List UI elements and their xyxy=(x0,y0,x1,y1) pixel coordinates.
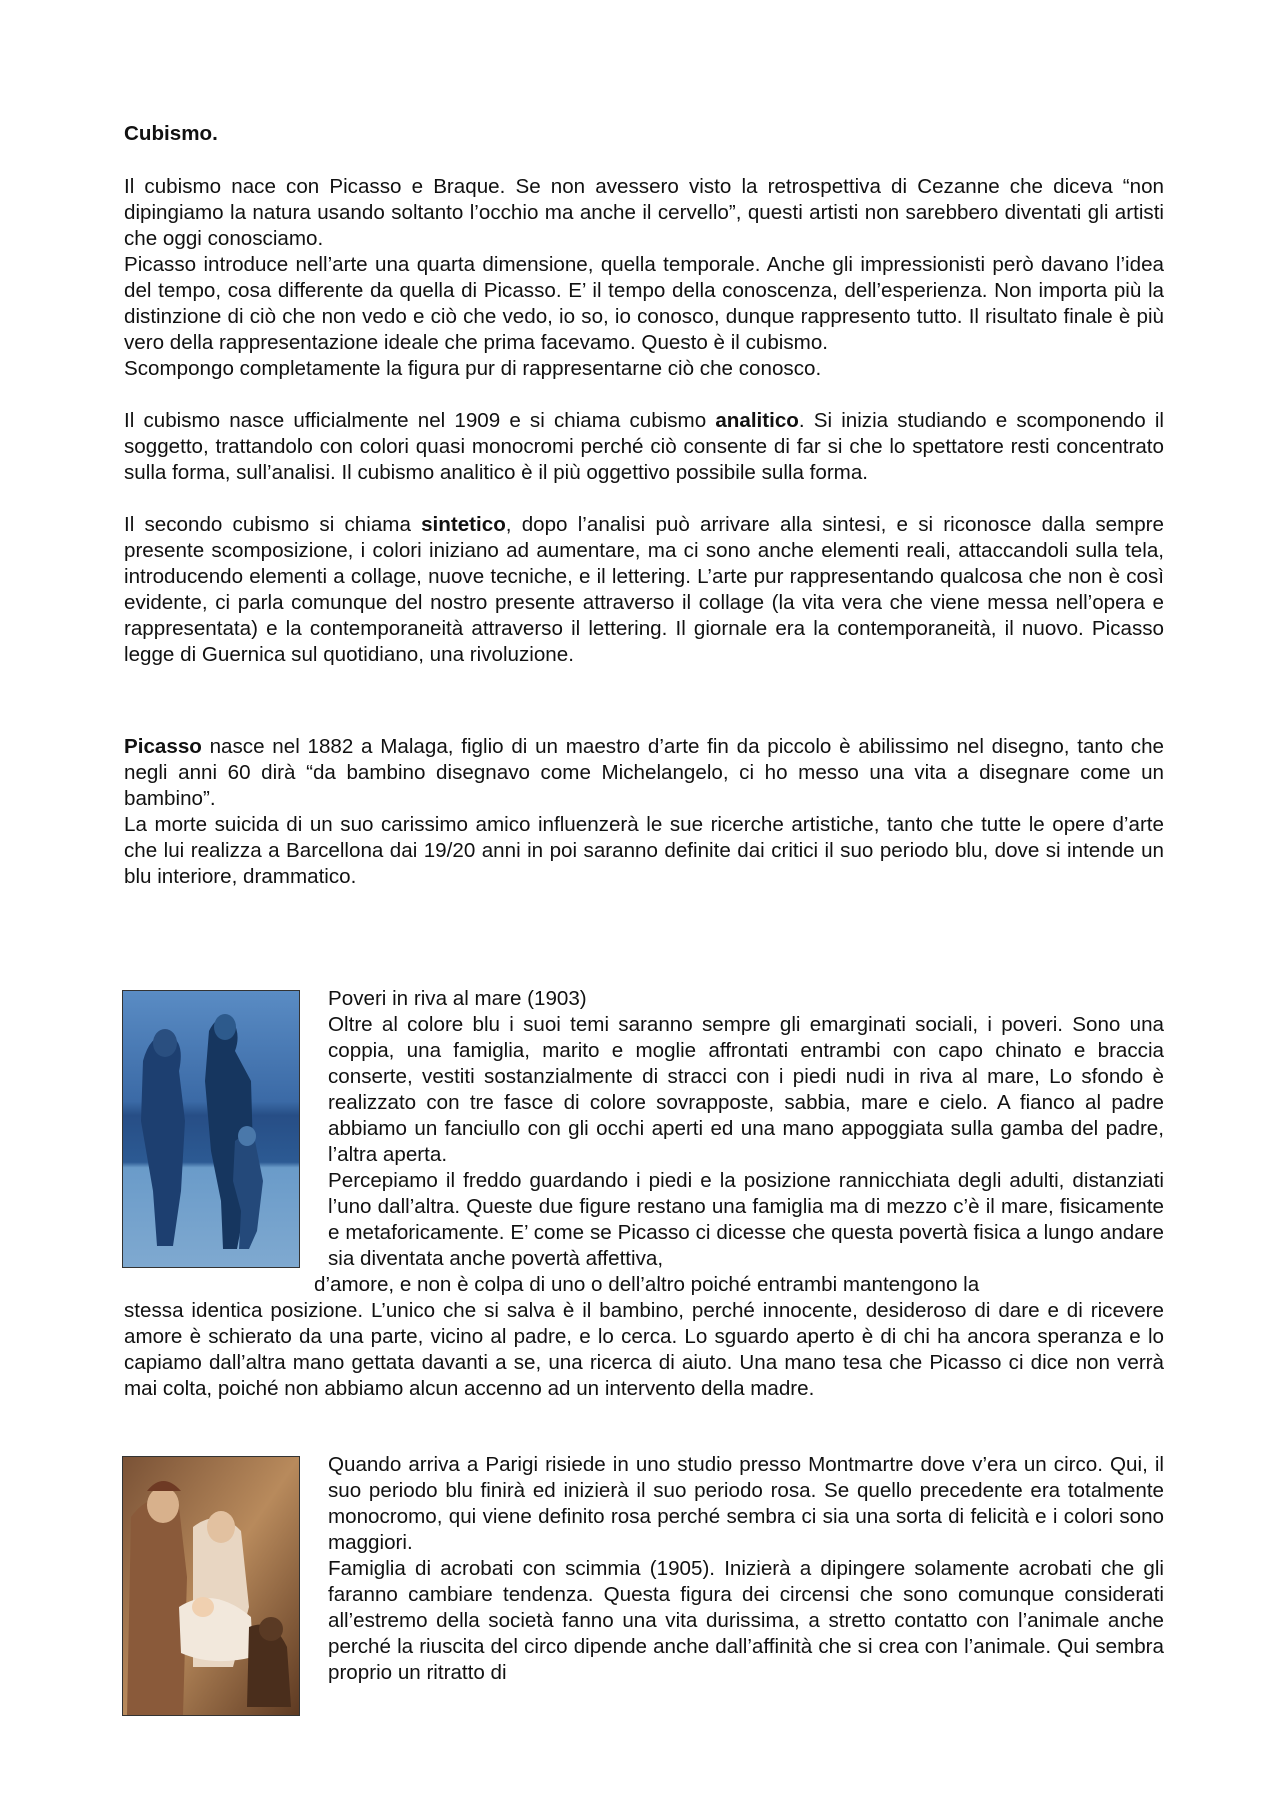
poveri-caption: Poveri in riva al mare (1903) xyxy=(328,987,587,1010)
page-title: Cubismo. xyxy=(124,122,218,145)
poveri-paragraph-1: Oltre al colore blu i suoi temi saranno sempre gli emarginati sociali, i poveri. Sono una coppia, una famiglia, marito e moglie affrontati entrambi con capo chinato e braccia conserte, vestiti sostanzialmente di stracci con i piedi nudi in riva al mare, Lo sfondo è realizzato con tre fasce di colore sovrapposte, sabbia, mare e cielo. A fianco al padre abbiamo un fanciullo con gli occhi aperti ed una mano appoggiata sulla gamba del padre, l’altra aperta. xyxy=(328,1013,1164,1166)
analitico-paragraph: Il cubismo nasce ufficialmente nel 1909 e si chiama cubismo analitico. Si inizia studiando e scomponendo il soggetto, trattandolo con colori quasi monocromi perché ciò consente di far si che lo spettatore resti concentrato sulla forma, sull’analisi. Il cubismo analitico è il più oggettivo possibile sulla forma. xyxy=(124,409,1165,484)
poveri-paragraph-rest: stessa identica posizione. L’unico che si salva è il bambino, perché innocente, desideroso di dare e di ricevere amore è schierato da una parte, vicino al padre, e lo cerca. Lo sguardo aperto è di chi ha ancora speranza e lo capiamo dall’altra mano gettata davanti a se, una ricerca di aiuto. Una mano tesa che Picasso ci dice non verrà mai colta, poiché non abbiamo alcun accenno ad un intervento della madre. xyxy=(124,1299,1164,1400)
rosa-paragraph-1: Quando arriva a Parigi risiede in uno studio presso Montmartre dove v’era un circo. Qui, il suo periodo blu finirà ed inizierà il suo periodo rosa. Se quello precedente era totalmente monocromo, qui viene definito rosa perché sembra ci sia una sorta di felicità e i colori sono maggiori. xyxy=(328,1453,1164,1554)
poveri-continued-text xyxy=(124,1272,1164,1402)
analitico-term: analitico xyxy=(715,409,799,432)
intro-paragraph-1: Il cubismo nace con Picasso e Braque. Se non avessero visto la retrospettiva di Cezanne che diceva “non dipingiamo la natura usando soltanto l’occhio ma anche il cervello”, questi artisti non sarebbero diventati gli artisti che oggi conosciamo. xyxy=(124,175,1164,250)
intro-paragraph-2: Picasso introduce nell’arte una quarta dimensione, quella temporale. Anche gli impressionisti però davano l’idea del tempo, cosa differente da quella di Picasso. E’ il tempo della conoscenza, dell’esperienza. Non importa più la distinzione di ciò che non vedo e ciò che vedo, io so, io conosco, dunque rappresento tutto. Il risultato finale è più vero della rappresentazione ideale che prima facevamo. Questo è il cubismo. xyxy=(124,253,1164,354)
picasso-paragraph-2: La morte suicida di un suo carissimo amico influenzerà le sue ricerche artistiche, tanto che tutte le opere d’arte che lui realizza a Barcellona dai 19/20 anni in poi saranno definite dai critici il suo periodo blu, dove si intende un blu interiore, drammatico. xyxy=(124,813,1164,888)
poveri-paragraph-2: Percepiamo il freddo guardando i piedi e la posizione rannicchiata degli adulti, distanziati l’uno dall’altra. Queste due figure restano una famiglia ma di mezzo c’è il mare, fisicamente e metaforicamente. E’ come se Picasso ci dicesse che questa povertà fisica a lungo andare sia diventata anche povertà affettiva, xyxy=(328,1169,1164,1270)
rosa-side-text xyxy=(328,1452,1164,1686)
poveri-wrap-line: d’amore, e non è colpa di uno o dell’altro poiché entrambi mantengono la xyxy=(314,1273,980,1296)
sintetico-paragraph: Il secondo cubismo si chiama sintetico, dopo l’analisi può arrivare alla sintesi, e si riconosce dalla sempre presente scomposizione, i colori iniziano ad aumentare, ma ci sono anche elementi reali, attaccandoli sulla tela, introducendo elementi a collage, nuove tecniche, e il lettering. L’arte pur rappresentando qualcosa che non è così evidente, ci parla comunque del nostro presente attraverso il collage (la vita vera che viene messa nell’opera e rappresentata) e la contemporaneità attraverso il lettering. Il giornale era la contemporaneità, il nuovo. Picasso legge di Guernica sul quotidiano, una rivoluzione. xyxy=(124,513,1164,666)
painting-poveri-image xyxy=(122,990,300,1268)
picasso-name: Picasso xyxy=(124,735,202,758)
painting-poveri-svg xyxy=(123,991,299,1267)
painting-acrobati-svg xyxy=(123,1457,299,1715)
rosa-paragraph-2: Famiglia di acrobati con scimmia (1905). Inizierà a dipingere solamente acrobati che gli faranno cambiare tendenza. Questa figura dei circensi che sono comunque considerati all’estremo della società fanno una vita durissima, a stretto contatto con l’animale anche perché la riuscita del circo dipende anche dall’affinità che si crea con l’animale. Qui sembra proprio un ritratto di xyxy=(328,1557,1164,1684)
intro-paragraph-3: Scompongo completamente la figura pur di rappresentarne ciò che conosco. xyxy=(124,357,822,380)
picasso-paragraph-1: Picasso nasce nel 1882 a Malaga, figlio di un maestro d’arte fin da piccolo è abilissimo nel disegno, tanto che negli anni 60 dirà “da bambino disegnavo come Michelangelo, ci ho messo una vita a disegnare come un bambino”. xyxy=(124,735,1164,810)
poveri-side-text xyxy=(328,986,1164,1272)
painting-acrobati-image xyxy=(122,1456,300,1716)
intro-section xyxy=(124,174,1164,890)
sintetico-term: sintetico xyxy=(421,513,506,536)
